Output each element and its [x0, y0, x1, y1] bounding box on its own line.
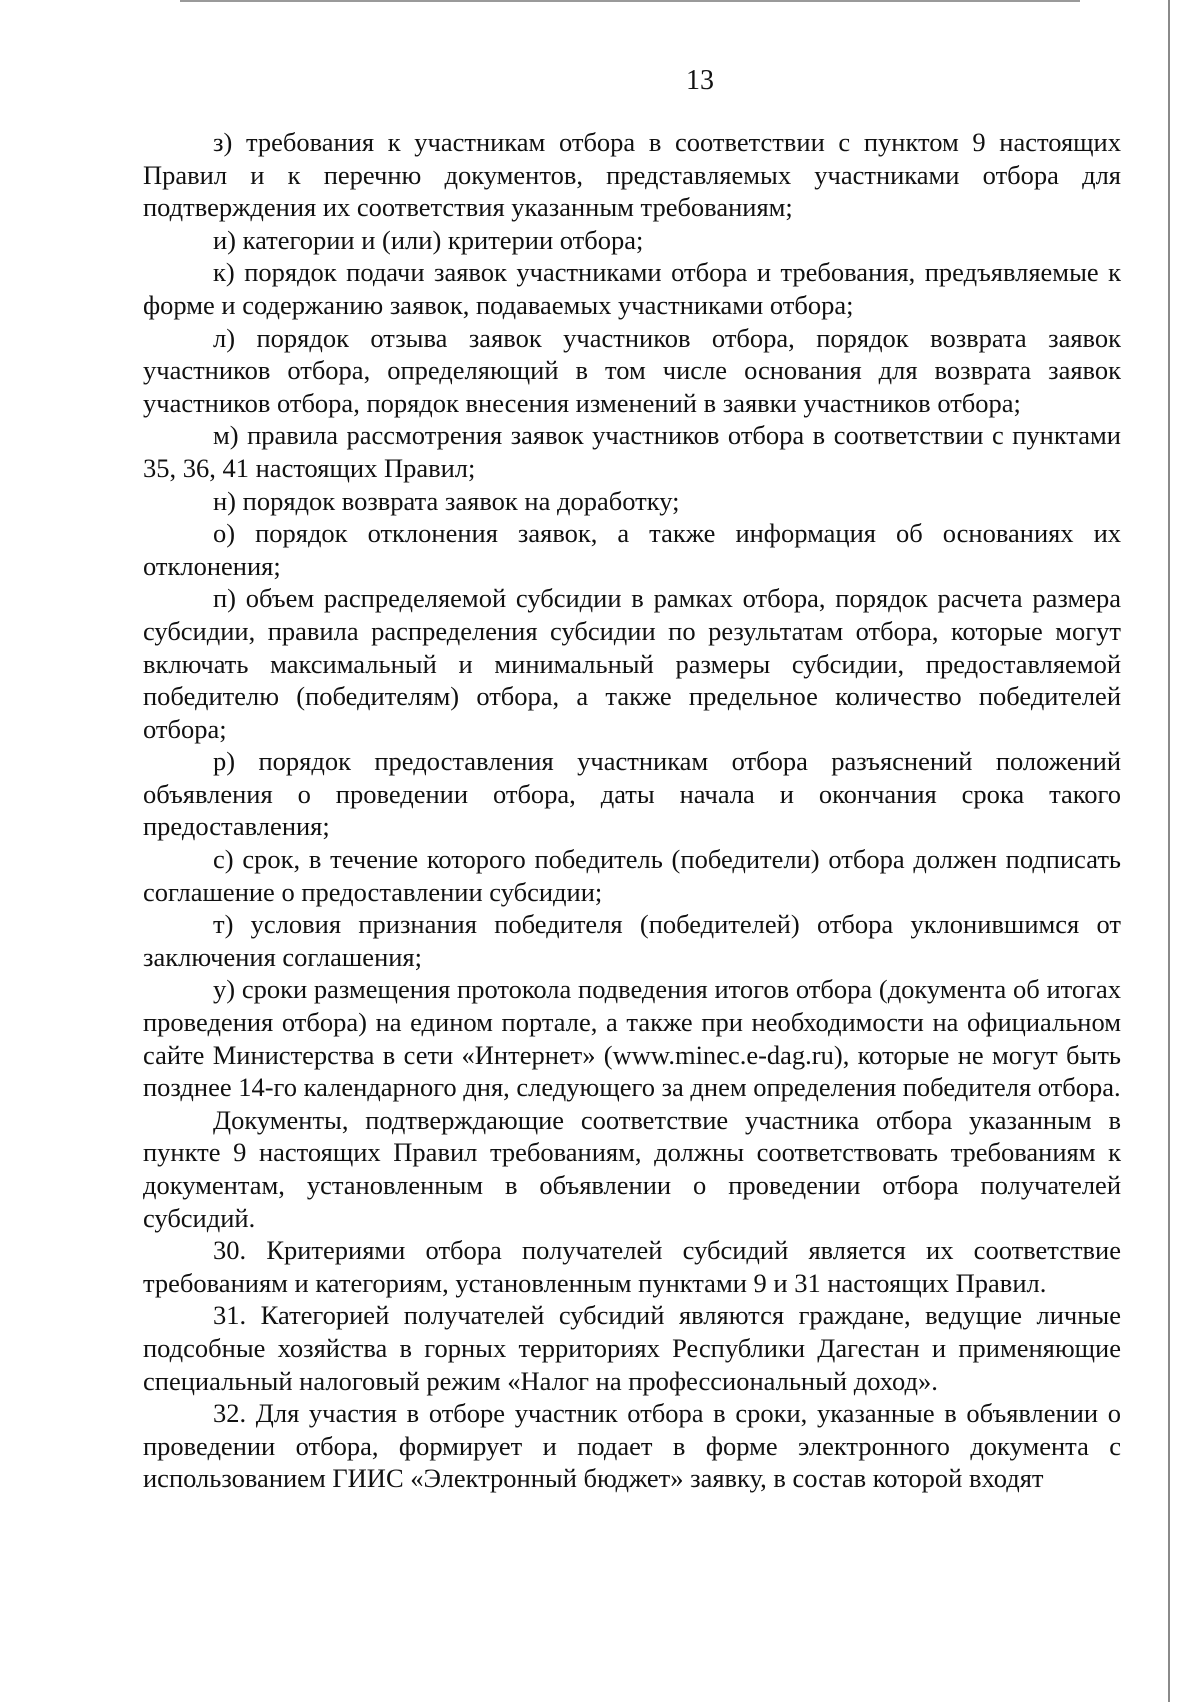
- paragraph-l: л) порядок отзыва заявок участников отбора, порядок возврата заявок участников отбора, определяющий в том числе основания для возврата заявок участников отбора, порядок внесения изменений в заявки участников отбора;: [143, 322, 1121, 418]
- paragraph-31: 31. Категорией получателей субсидий являются граждане, ведущие личные подсобные хозяйства в горных территориях Республики Дагестан и применяющие специальный налоговый режим «Налог на профессиональный доход».: [143, 1300, 1121, 1396]
- paragraph-documents: Документы, подтверждающие соответствие участника отбора указанным в пункте 9 настоящих Правил требованиям, должны соответствовать требованиям к документам, установленным в объявлении о проведении отбора получателей субсидий.: [143, 1104, 1121, 1233]
- document-body: [143, 126, 1121, 1495]
- paragraph-n: н) порядок возврата заявок на доработку;: [213, 485, 680, 516]
- paragraph-i: и) категории и (или) критерии отбора;: [213, 224, 644, 255]
- paragraph-32: 32. Для участия в отборе участник отбора в сроки, указанные в объявлении о проведении отбора, формирует и подает в форме электронного документа с использованием ГИИС «Электронный бюджет» заявку, в состав которой входят: [143, 1398, 1121, 1494]
- scan-top-edge: [180, 0, 1080, 2]
- paragraph-t: т) условия признания победителя (победителей) отбора уклонившимся от заключения соглашения;: [143, 909, 1121, 972]
- paragraph-r: р) порядок предоставления участникам отбора разъяснений положений объявления о проведении отбора, даты начала и окончания срока такого предоставления;: [143, 746, 1121, 842]
- scan-right-edge: [1168, 0, 1170, 1702]
- paragraph-k: к) порядок подачи заявок участниками отбора и требования, предъявляемые к форме и содержанию заявок, подаваемых участниками отбора;: [143, 257, 1121, 320]
- paragraph-30: 30. Критериями отбора получателей субсидий является их соответствие требованиям и категориям, установленным пунктами 9 и 31 настоящих Правил.: [143, 1235, 1121, 1298]
- page-number-text: 13: [686, 65, 714, 96]
- paragraph-o: о) порядок отклонения заявок, а также информация об основаниях их отклонения;: [143, 518, 1121, 581]
- page-number: [0, 64, 1200, 98]
- paragraph-z: з) требования к участникам отбора в соответствии с пунктом 9 настоящих Правил и к перечню документов, представляемых участниками отбора для подтверждения их соответствия указанным требованиям;: [143, 127, 1121, 223]
- paragraph-s: с) срок, в течение которого победитель (победители) отбора должен подписать соглашение о предоставлении субсидии;: [143, 844, 1121, 907]
- paragraph-u: у) сроки размещения протокола подведения итогов отбора (документа об итогах проведения отбора) на едином портале, а также при необходимости на официальном сайте Министерства в сети «Интернет» (www.minec.e-dag.ru), которые не могут быть позднее 14-го календарного дня, следующего за днем определения победителя отбора.: [143, 974, 1121, 1103]
- paragraph-p: п) объем распределяемой субсидии в рамках отбора, порядок расчета размера субсидии, правила распределения субсидии по результатам отбора, которые могут включать максимальный и минимальный размеры субсидии, предоставляемой победителю (победителям) отбора, а также предельное количество победителей отбора;: [143, 583, 1121, 744]
- paragraph-m: м) правила рассмотрения заявок участников отбора в соответствии с пунктами 35, 36, 41 настоящих Правил;: [143, 420, 1121, 483]
